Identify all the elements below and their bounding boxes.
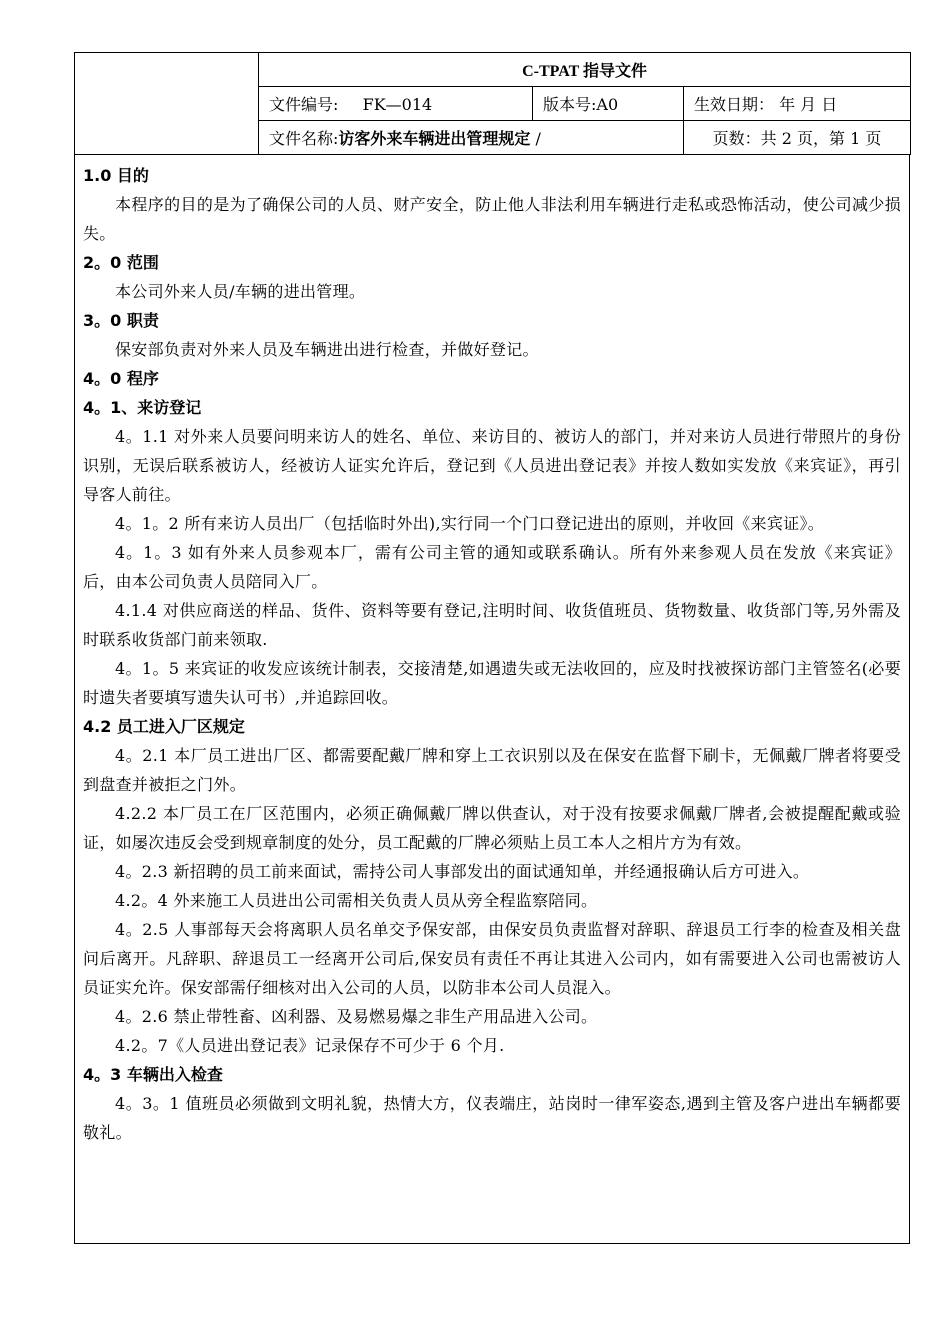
paragraph: 本程序的目的是为了确保公司的人员、财产安全，防止他人非法利用车辆进行走私或恐怖活动，使公司减少损失。	[83, 195, 901, 243]
section-heading: 4。3 车辆出入检查	[83, 1065, 223, 1084]
doc-number-cell	[259, 87, 533, 121]
paragraph: 4。1。5 来宾证的收发应该统计制表，交接清楚,如遇遗失或无法收回的，应及时找被探访部门主管签名(必要时遗失者要填写遗失认可书）,并追踪回收。	[83, 659, 901, 707]
section-heading: 4。1、来访登记	[83, 398, 202, 417]
doc-name: 访客外来车辆进出管理规定	[338, 129, 531, 148]
doc-name-cell	[259, 121, 684, 155]
paragraph: 4。3。1 值班员必须做到文明礼貌，热情大方，仪表端庄，站岗时一律军姿态,遇到主管及客户进出车辆都要敬礼。	[83, 1094, 901, 1142]
logo-cell	[75, 53, 259, 155]
section-heading: 4。0 程序	[83, 369, 159, 388]
document	[74, 52, 910, 1244]
version: 版本号:A0	[533, 87, 684, 121]
section-heading: 4.2 员工进入厂区规定	[83, 717, 245, 736]
paragraph: 4。1。3 如有外来人员参观本厂，需有公司主管的通知或联系确认。所有外来参观人员在发放《来宾证》后，由本公司负责人员陪同入厂。	[83, 543, 901, 591]
section-heading: 3。0 职责	[83, 311, 159, 330]
paragraph: 4。2.3 新招聘的员工前来面试，需持公司人事部发出的面试通知单，并经通报确认后方可进入。	[115, 862, 810, 881]
doc-name-label: 文件名称:	[269, 129, 339, 148]
paragraph: 4。1。2 所有来访人员出厂（包括临时外出),实行同一个门口登记进出的原则，并收回《来宾证》。	[115, 514, 825, 533]
header-table	[74, 52, 911, 155]
doc-number-label: 文件编号:	[269, 95, 339, 114]
page-count: 页数：共 2 页，第 1 页	[684, 121, 911, 155]
paragraph: 保安部负责对外来人员及车辆进出进行检查，并做好登记。	[115, 340, 539, 359]
section-heading: 2。0 范围	[83, 253, 159, 272]
paragraph: 4.1.4 对供应商送的样品、货件、资料等要有登记,注明时间、收货值班员、货物数量、收货部门等,另外需及时联系收货部门前来领取.	[83, 601, 901, 649]
paragraph: 4。2.1 本厂员工进出厂区、都需要配戴厂牌和穿上工衣识别以及在保安在监督下刷卡，无佩戴厂牌者将要受到盘查并被拒之门外。	[83, 746, 901, 794]
paragraph: 4.2。4 外来施工人员进出公司需相关负责人员从旁全程监察陪同。	[115, 891, 598, 910]
paragraph: 4.2。7《人员进出登记表》记录保存不可少于 6 个月.	[115, 1036, 505, 1055]
paragraph: 4。2.5 人事部每天会将离职人员名单交予保安部，由保安员负责监督对辞职、辞退员工行李的检查及相关盘问后离开。凡辞职、辞退员工一经离开公司后,保安员有责任不再让其进入公司内，如有需要进入公司也需被访人员证实允许。保安部需仔细核对出入公司的人员，以防非本公司人员混入。	[83, 920, 901, 997]
effective-date: 生效日期： 年 月 日	[684, 87, 911, 121]
header-title: C-TPAT 指导文件	[259, 53, 911, 87]
paragraph: 本公司外来人员/车辆的进出管理。	[115, 282, 366, 301]
section-heading: 1.0 目的	[83, 166, 149, 185]
paragraph: 4。1.1 对外来人员要问明来访人的姓名、单位、来访目的、被访人的部门，并对来访人员进行带照片的身份识别，无误后联系被访人，经被访人证实允许后，登记到《人员进出登记表》并按人数如实发放《来宾证》，再引导客人前往。	[83, 427, 901, 504]
document-body	[74, 155, 910, 1244]
doc-name-suffix: /	[530, 129, 541, 148]
content-area	[83, 161, 901, 1147]
doc-number: FK—014	[362, 95, 433, 114]
paragraph: 4.2.2 本厂员工在厂区范围内，必须正确佩戴厂牌以供查认，对于没有按要求佩戴厂牌者,会被提醒配戴或验证，如屡次违反会受到规章制度的处分，员工配戴的厂牌必须贴上员工本人之相片方为有效。	[83, 804, 901, 852]
paragraph: 4。2.6 禁止带牲畜、凶利器、及易燃易爆之非生产用品进入公司。	[115, 1007, 598, 1026]
